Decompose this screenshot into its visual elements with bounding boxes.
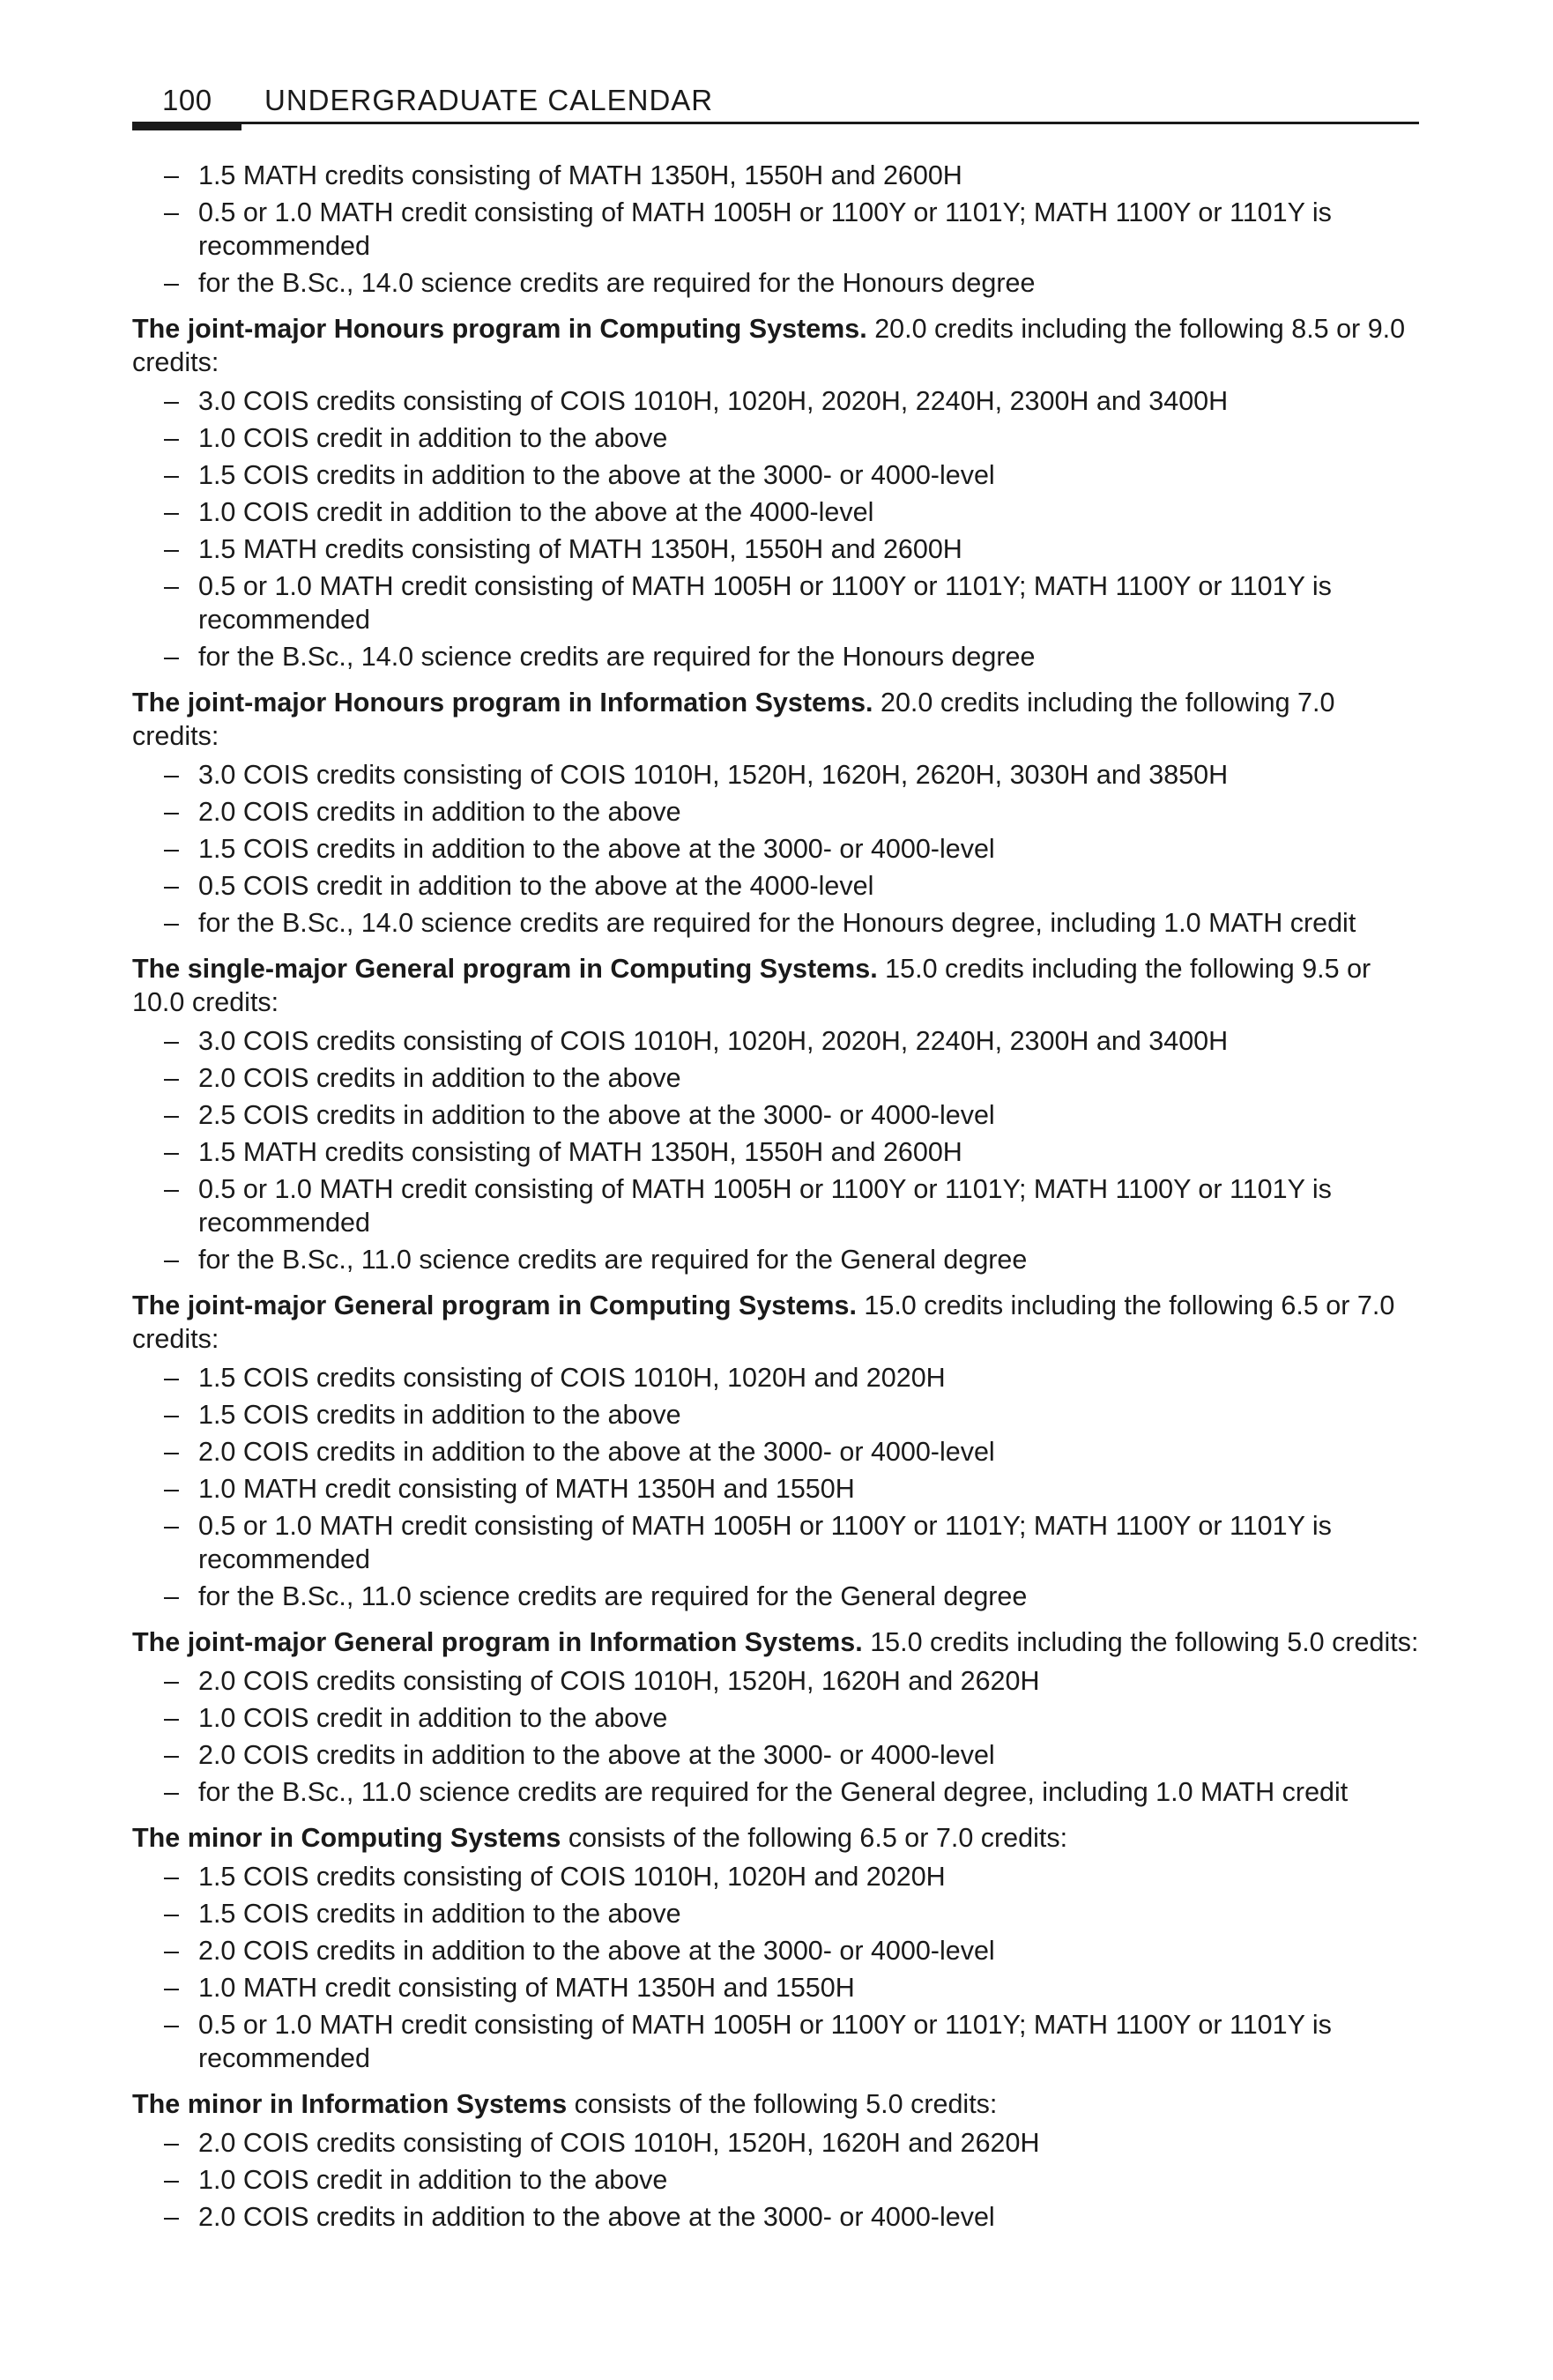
list-item [132, 1361, 1421, 1395]
list-item [132, 1243, 1421, 1276]
list-item-text: 1.5 COIS credits in addition to the above [198, 1899, 681, 1929]
program-description: consists of the following 6.5 or 7.0 credits: [561, 1823, 1068, 1853]
list-item [132, 2008, 1421, 2075]
list-item-text: 0.5 or 1.0 MATH credit consisting of MATH 1005H or 1100Y or 1101Y; MATH 1100Y or 1101Y is recommended [198, 1174, 1332, 1238]
list-item-text: 1.5 MATH credits consisting of MATH 1350H, 1550H and 2600H [198, 1137, 962, 1167]
running-title: UNDERGRADUATE CALENDAR [264, 84, 714, 116]
top-list [132, 159, 1421, 300]
program-heading [132, 1625, 1421, 1659]
list-dash: – [164, 423, 179, 453]
list-item-text: 2.0 COIS credits consisting of COIS 1010H, 1520H, 1620H and 2620H [198, 2128, 1040, 2158]
list-item-text: 1.5 COIS credits in addition to the above [198, 1400, 681, 1430]
list-item-text: 1.5 COIS credits consisting of COIS 1010H, 1020H and 2020H [198, 1363, 946, 1393]
list-dash: – [164, 871, 179, 901]
list-dash: – [164, 497, 179, 527]
list-dash: – [164, 268, 179, 298]
program-description: 20.0 credits including the following 7.0 credits: [132, 688, 1335, 751]
list-item-text: 1.0 COIS credit in addition to the above at the 4000-level [198, 497, 874, 527]
page-header [132, 83, 1419, 125]
list-item [132, 569, 1421, 636]
list-item-text: for the B.Sc., 14.0 science credits are required for the Honours degree, including 1.0 MATH credit [198, 908, 1356, 938]
list-item [132, 1897, 1421, 1930]
list-item [132, 421, 1421, 455]
program-description: 15.0 credits including the following 9.5 or 10.0 credits: [132, 954, 1371, 1017]
list-dash: – [164, 1245, 179, 1275]
list-dash: – [164, 908, 179, 938]
list-item-text: 0.5 COIS credit in addition to the above at the 4000-level [198, 871, 874, 901]
header-rule-accent [132, 122, 241, 130]
program-title: The joint-major General program in Information Systems. [132, 1627, 863, 1657]
list-dash: – [164, 1862, 179, 1892]
list-item [132, 196, 1421, 263]
list-item-text: 2.0 COIS credits in addition to the above at the 3000- or 4000-level [198, 1740, 995, 1770]
list-item-text: 1.5 COIS credits in addition to the above at the 3000- or 4000-level [198, 834, 995, 864]
list-dash: – [164, 642, 179, 672]
list-dash: – [164, 534, 179, 564]
list-dash: – [164, 1474, 179, 1504]
list-item [132, 1098, 1421, 1132]
program-heading [132, 2087, 1421, 2121]
list-item [132, 1472, 1421, 1506]
page-number: 100 [162, 84, 212, 116]
list-dash: – [164, 1437, 179, 1467]
list-item [132, 1971, 1421, 2004]
header-rule [132, 122, 1419, 124]
list-item [132, 758, 1421, 792]
list-item-text: 1.5 MATH credits consisting of MATH 1350H, 1550H and 2600H [198, 160, 962, 190]
list-item [132, 532, 1421, 566]
list-item-text: for the B.Sc., 14.0 science credits are required for the Honours degree [198, 268, 1036, 298]
list-item [132, 795, 1421, 829]
list-dash: – [164, 1973, 179, 2003]
page-content [132, 159, 1421, 2237]
list-item-text: 1.0 COIS credit in addition to the above [198, 423, 668, 453]
list-dash: – [164, 160, 179, 190]
list-item-text: for the B.Sc., 11.0 science credits are required for the General degree [198, 1245, 1028, 1275]
list-item [132, 1398, 1421, 1432]
list-dash: – [164, 834, 179, 864]
list-dash: – [164, 1063, 179, 1093]
list-item-text: 1.5 MATH credits consisting of MATH 1350H, 1550H and 2600H [198, 534, 962, 564]
list-item-text: 3.0 COIS credits consisting of COIS 1010H, 1020H, 2020H, 2240H, 2300H and 3400H [198, 386, 1229, 416]
list-item-text: 1.0 COIS credit in addition to the above [198, 2165, 668, 2195]
list-dash: – [164, 460, 179, 490]
list-item-text: 0.5 or 1.0 MATH credit consisting of MATH 1005H or 1100Y or 1101Y; MATH 1100Y or 1101Y is recommended [198, 197, 1332, 261]
list-dash: – [164, 1026, 179, 1056]
list-dash: – [164, 1740, 179, 1770]
list-item [132, 1135, 1421, 1169]
list-dash: – [164, 1703, 179, 1733]
list-dash: – [164, 1100, 179, 1130]
program-description: 15.0 credits including the following 5.0 credits: [862, 1627, 1419, 1657]
list-item [132, 458, 1421, 492]
program-heading [132, 686, 1421, 753]
list-dash: – [164, 1511, 179, 1541]
list-item-text: 3.0 COIS credits consisting of COIS 1010H, 1520H, 1620H, 2620H, 3030H and 3850H [198, 760, 1229, 790]
list-dash: – [164, 1174, 179, 1204]
list-item [132, 1172, 1421, 1239]
list-dash: – [164, 1363, 179, 1393]
list-item [132, 1738, 1421, 1772]
list-item-text: 2.0 COIS credits in addition to the above at the 3000- or 4000-level [198, 2202, 995, 2232]
program-description: consists of the following 5.0 credits: [567, 2089, 998, 2119]
list-dash: – [164, 1137, 179, 1167]
program-heading [132, 1289, 1421, 1356]
list-item [132, 1061, 1421, 1095]
list-dash: – [164, 2128, 179, 2158]
program-title: The single-major General program in Computing Systems. [132, 954, 878, 984]
list-dash: – [164, 1581, 179, 1611]
list-dash: – [164, 386, 179, 416]
list-item [132, 869, 1421, 903]
list-item-text: 1.5 COIS credits consisting of COIS 1010H, 1020H and 2020H [198, 1862, 946, 1892]
program-heading [132, 312, 1421, 379]
list-item [132, 1435, 1421, 1469]
list-item-text: 2.0 COIS credits consisting of COIS 1010H, 1520H, 1620H and 2620H [198, 1666, 1040, 1696]
list-dash: – [164, 797, 179, 827]
list-item-text: 2.0 COIS credits in addition to the above at the 3000- or 4000-level [198, 1437, 995, 1467]
list-item [132, 1580, 1421, 1613]
list-item-text: for the B.Sc., 14.0 science credits are required for the Honours degree [198, 642, 1036, 672]
list-item-text: 0.5 or 1.0 MATH credit consisting of MATH 1005H or 1100Y or 1101Y; MATH 1100Y or 1101Y is recommended [198, 2010, 1332, 2073]
list-item [132, 1024, 1421, 1058]
list-dash: – [164, 1936, 179, 1966]
program-heading [132, 1821, 1421, 1855]
list-item-text: 1.5 COIS credits in addition to the above at the 3000- or 4000-level [198, 460, 995, 490]
list-item-text: 2.0 COIS credits in addition to the above [198, 797, 681, 827]
list-item [132, 384, 1421, 418]
list-item-text: 0.5 or 1.0 MATH credit consisting of MATH 1005H or 1100Y or 1101Y; MATH 1100Y or 1101Y is recommended [198, 571, 1332, 635]
list-dash: – [164, 2202, 179, 2232]
program-title: The minor in Information Systems [132, 2089, 568, 2119]
list-dash: – [164, 2165, 179, 2195]
list-dash: – [164, 1899, 179, 1929]
list-item [132, 1701, 1421, 1735]
list-item [132, 2163, 1421, 2197]
list-item [132, 640, 1421, 673]
list-item-text: 1.0 COIS credit in addition to the above [198, 1703, 668, 1733]
list-item [132, 1664, 1421, 1698]
list-item-text: 1.0 MATH credit consisting of MATH 1350H and 1550H [198, 1474, 855, 1504]
program-description: 20.0 credits including the following 8.5 or 9.0 credits: [132, 314, 1406, 377]
list-item-text: for the B.Sc., 11.0 science credits are required for the General degree [198, 1581, 1028, 1611]
list-item [132, 266, 1421, 300]
list-dash: – [164, 1666, 179, 1696]
list-item-text: for the B.Sc., 11.0 science credits are required for the General degree, including 1.0 MATH credit [198, 1777, 1349, 1807]
list-item-text: 2.0 COIS credits in addition to the above at the 3000- or 4000-level [198, 1936, 995, 1966]
list-item [132, 1509, 1421, 1576]
program-heading [132, 952, 1421, 1019]
program-title: The joint-major Honours program in Information Systems. [132, 688, 873, 718]
program-description: 15.0 credits including the following 6.5 or 7.0 credits: [132, 1290, 1395, 1354]
program-title: The joint-major Honours program in Computing Systems. [132, 314, 867, 344]
list-dash: – [164, 760, 179, 790]
list-item [132, 832, 1421, 866]
list-item-text: 2.0 COIS credits in addition to the above [198, 1063, 681, 1093]
list-item [132, 1860, 1421, 1893]
list-item-text: 3.0 COIS credits consisting of COIS 1010H, 1020H, 2020H, 2240H, 2300H and 3400H [198, 1026, 1229, 1056]
list-item-text: 1.0 MATH credit consisting of MATH 1350H and 1550H [198, 1973, 855, 2003]
list-item-text: 0.5 or 1.0 MATH credit consisting of MATH 1005H or 1100Y or 1101Y; MATH 1100Y or 1101Y is recommended [198, 1511, 1332, 1574]
program-title: The joint-major General program in Computing Systems. [132, 1290, 857, 1320]
list-dash: – [164, 1400, 179, 1430]
list-item [132, 2200, 1421, 2234]
program-title: The minor in Computing Systems [132, 1823, 561, 1853]
list-item [132, 1934, 1421, 1967]
list-item [132, 1775, 1421, 1809]
list-item [132, 159, 1421, 192]
list-dash: – [164, 571, 179, 601]
list-item [132, 495, 1421, 529]
list-item [132, 2126, 1421, 2160]
list-dash: – [164, 1777, 179, 1807]
list-item-text: 2.5 COIS credits in addition to the above at the 3000- or 4000-level [198, 1100, 995, 1130]
list-dash: – [164, 197, 179, 227]
list-item [132, 906, 1421, 940]
list-dash: – [164, 2010, 179, 2040]
